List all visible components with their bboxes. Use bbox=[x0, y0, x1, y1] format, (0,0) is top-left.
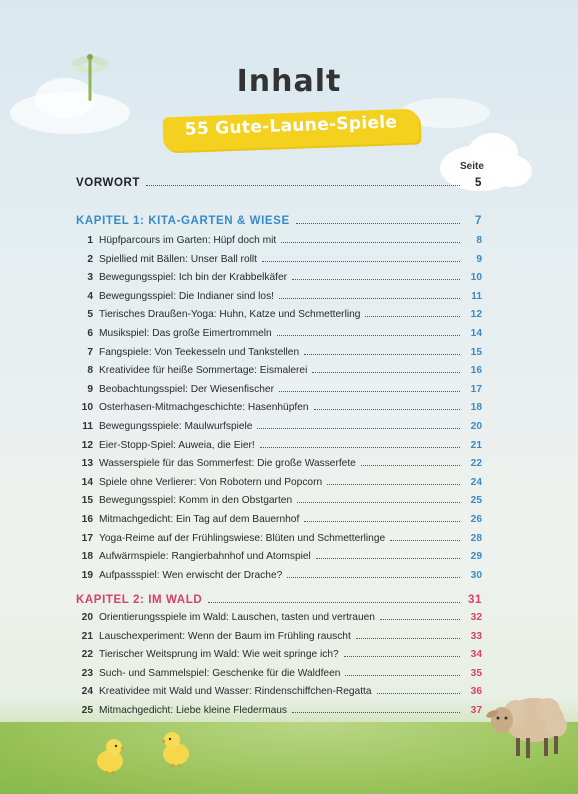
entry-number: 9 bbox=[87, 383, 93, 395]
entry-number: 16 bbox=[81, 514, 93, 525]
entry-number: 19 bbox=[81, 569, 93, 581]
entry-number: 8 bbox=[87, 365, 93, 377]
entry-number: 7 bbox=[87, 346, 93, 358]
entry-number: 1 bbox=[87, 235, 93, 246]
toc-entry[interactable] bbox=[76, 568, 482, 583]
entry-title: Mitmachgedicht: Ein Tag auf dem Bauernhof bbox=[99, 514, 300, 525]
entry-number: 4 bbox=[87, 290, 93, 302]
entry-title: Such- und Sammelspiel: Geschenke für die Waldfeen bbox=[99, 667, 341, 679]
entry-title: Spiele ohne Verlierer: Von Robotern und Popcorn bbox=[99, 476, 323, 488]
toc-entry[interactable] bbox=[76, 307, 482, 322]
entry-number: 2 bbox=[87, 253, 93, 265]
toc-entry[interactable] bbox=[76, 512, 482, 527]
entry-number: 24 bbox=[81, 686, 93, 698]
toc-entry[interactable] bbox=[76, 666, 482, 681]
entry-page: 30 bbox=[470, 569, 482, 581]
entry-page: 10 bbox=[470, 272, 482, 284]
page-column-label: Seite bbox=[460, 161, 484, 172]
leader-dots bbox=[361, 465, 460, 466]
leader-dots bbox=[304, 354, 460, 355]
entry-page: 25 bbox=[470, 495, 482, 507]
entry-number: 3 bbox=[87, 272, 93, 284]
leader-dots bbox=[260, 447, 460, 448]
entry-page: 11 bbox=[471, 290, 482, 302]
entry-title: Musikspiel: Das große Eimertrommeln bbox=[99, 328, 272, 339]
leader-dots bbox=[297, 502, 460, 503]
chapter-1-heading[interactable] bbox=[76, 215, 482, 227]
entry-page: 24 bbox=[470, 476, 482, 488]
entry-page: 15 bbox=[470, 346, 482, 358]
entry-page: 8 bbox=[476, 235, 482, 246]
leader-dots bbox=[304, 521, 460, 522]
toc-entry[interactable] bbox=[76, 629, 482, 644]
leader-dots bbox=[279, 298, 460, 299]
chapter-2-heading[interactable] bbox=[76, 594, 482, 606]
entry-page: 17 bbox=[470, 383, 482, 395]
entry-title: Tierisches Draußen-Yoga: Huhn, Katze und Schmetterling bbox=[99, 309, 361, 321]
chick-icon bbox=[158, 728, 194, 768]
leader-dots bbox=[390, 540, 460, 541]
entry-title: Beobachtungsspiel: Der Wiesenfischer bbox=[99, 383, 274, 395]
cloud bbox=[490, 155, 532, 187]
page-title: Inhalt bbox=[236, 64, 342, 99]
leader-dots bbox=[344, 656, 460, 657]
toc-entry[interactable] bbox=[76, 233, 482, 248]
toc-entry[interactable] bbox=[76, 647, 482, 662]
entry-title: Wasserspiele für das Sommerfest: Die große Wasserfete bbox=[99, 458, 356, 470]
toc-entry[interactable] bbox=[76, 400, 482, 415]
toc-entry[interactable] bbox=[76, 531, 482, 546]
toc-entry[interactable] bbox=[76, 382, 482, 397]
entry-title: Aufpassspiel: Wen erwischt der Drache? bbox=[99, 569, 283, 581]
subtitle: 55 Gute-Laune-Spiele bbox=[184, 112, 398, 140]
entry-title: Tierischer Weitsprung im Wald: Wie weit springe ich? bbox=[99, 649, 339, 661]
entry-title: Bewegungsspiele: Maulwurfspiele bbox=[99, 421, 253, 432]
toc-entry[interactable] bbox=[76, 289, 482, 304]
entry-number: 6 bbox=[87, 328, 93, 339]
entry-page: 16 bbox=[470, 365, 482, 377]
leader-dots bbox=[262, 261, 460, 262]
leader-dots bbox=[292, 712, 460, 713]
chick-icon bbox=[92, 735, 128, 775]
leader-dots bbox=[314, 409, 460, 410]
entry-title: Spiellied mit Bällen: Unser Ball rollt bbox=[99, 253, 257, 265]
entry-title: Aufwärmspiele: Rangierbahnhof und Atomspiel bbox=[99, 551, 311, 563]
entry-page: 20 bbox=[470, 421, 482, 432]
leader-dots bbox=[380, 619, 460, 620]
entry-number: 22 bbox=[81, 649, 93, 661]
toc-entry[interactable] bbox=[76, 270, 482, 285]
entry-page: 18 bbox=[470, 402, 482, 414]
entry-title: Kreatividee für heiße Sommertage: Eismalerei bbox=[99, 365, 308, 377]
vorwort-label: VORWORT bbox=[76, 177, 141, 189]
toc-entry[interactable] bbox=[76, 252, 482, 267]
toc-entry[interactable] bbox=[76, 345, 482, 360]
entry-title: Lauschexperiment: Wenn der Baum im Frühling rauscht bbox=[99, 630, 351, 642]
entry-number: 15 bbox=[81, 495, 93, 507]
entry-page: 32 bbox=[470, 612, 482, 623]
toc-entry[interactable] bbox=[76, 475, 482, 490]
toc-entry[interactable] bbox=[76, 493, 482, 508]
leader-dots bbox=[146, 185, 460, 186]
entry-page: 14 bbox=[470, 328, 482, 339]
toc-entry[interactable] bbox=[76, 363, 482, 378]
entry-page: 21 bbox=[470, 439, 482, 451]
entry-number: 23 bbox=[81, 667, 93, 679]
leader-dots bbox=[312, 372, 460, 373]
entry-number: 20 bbox=[81, 612, 93, 623]
toc-entry[interactable] bbox=[76, 684, 482, 699]
leader-dots bbox=[377, 693, 460, 694]
chapter-page: 31 bbox=[468, 594, 482, 606]
entry-title: Fangspiele: Von Teekesseln und Tankstellen bbox=[99, 346, 300, 358]
entry-number: 21 bbox=[81, 630, 93, 642]
toc-entry[interactable] bbox=[76, 703, 482, 718]
entry-number: 13 bbox=[81, 458, 93, 470]
toc-entry[interactable] bbox=[76, 419, 482, 434]
entry-number: 17 bbox=[81, 532, 93, 544]
leader-dots bbox=[208, 602, 460, 603]
leader-dots bbox=[345, 675, 460, 676]
entry-title: Bewegungsspiel: Komm in den Obstgarten bbox=[99, 495, 293, 507]
toc-entry[interactable] bbox=[76, 438, 482, 453]
toc-entry[interactable] bbox=[76, 549, 482, 564]
sheep-icon bbox=[486, 690, 568, 762]
entry-number: 12 bbox=[81, 439, 93, 451]
toc-entry[interactable] bbox=[76, 610, 482, 625]
leader-dots bbox=[365, 316, 460, 317]
entry-number: 5 bbox=[87, 309, 93, 321]
leader-dots bbox=[281, 242, 460, 243]
entry-page: 28 bbox=[470, 532, 482, 544]
toc-entry[interactable] bbox=[76, 456, 482, 471]
entry-page: 9 bbox=[476, 253, 482, 265]
leader-dots bbox=[356, 638, 460, 639]
toc-entry[interactable] bbox=[76, 326, 482, 341]
entry-page: 22 bbox=[470, 458, 482, 470]
entry-page: 34 bbox=[470, 649, 482, 661]
leader-dots bbox=[277, 335, 460, 336]
entry-number: 10 bbox=[81, 402, 93, 414]
leader-dots bbox=[287, 577, 460, 578]
entry-title: Osterhasen-Mitmachgeschichte: Hasenhüpfen bbox=[99, 402, 309, 414]
entry-number: 25 bbox=[81, 705, 93, 716]
entry-page: 12 bbox=[470, 309, 482, 321]
entry-number: 14 bbox=[81, 476, 93, 488]
entry-page: 36 bbox=[470, 686, 482, 698]
entry-page: 29 bbox=[470, 551, 482, 563]
entry-title: Bewegungsspiel: Ich bin der Krabbelkäfer bbox=[99, 272, 288, 284]
entry-title: Eier-Stopp-Spiel: Auweia, die Eier! bbox=[99, 439, 255, 451]
chapter-label: KAPITEL 2: IM WALD bbox=[76, 594, 203, 606]
entry-title: Yoga-Reime auf der Frühlingswiese: Blüten und Schmetterlinge bbox=[99, 532, 386, 544]
leader-dots bbox=[316, 558, 460, 559]
entry-page: 33 bbox=[470, 630, 482, 642]
leader-dots bbox=[292, 279, 460, 280]
vorwort-page: 5 bbox=[475, 177, 482, 189]
entry-page: 26 bbox=[470, 514, 482, 525]
entry-title: Hüpfparcours im Garten: Hüpf doch mit bbox=[99, 235, 277, 246]
chapter-page: 7 bbox=[475, 215, 482, 227]
chapter-label: KAPITEL 1: KITA-GARTEN & WIESE bbox=[76, 215, 290, 227]
leader-dots bbox=[327, 484, 460, 485]
entry-title: Mitmachgedicht: Liebe kleine Fledermaus bbox=[99, 705, 287, 716]
vorwort-entry[interactable] bbox=[76, 177, 482, 189]
entry-page: 35 bbox=[470, 667, 482, 679]
entry-title: Kreatividee mit Wald und Wasser: Rindenschiffchen-Regatta bbox=[99, 686, 372, 698]
leader-dots bbox=[296, 223, 460, 224]
entry-number: 18 bbox=[81, 551, 93, 563]
leader-dots bbox=[257, 428, 460, 429]
entry-page: 37 bbox=[470, 705, 482, 716]
leader-dots bbox=[279, 391, 460, 392]
entry-number: 11 bbox=[82, 421, 93, 432]
entry-title: Bewegungsspiel: Die Indianer sind los! bbox=[99, 290, 274, 302]
entry-title: Orientierungsspiele im Wald: Lauschen, tasten und vertrauen bbox=[99, 612, 375, 623]
